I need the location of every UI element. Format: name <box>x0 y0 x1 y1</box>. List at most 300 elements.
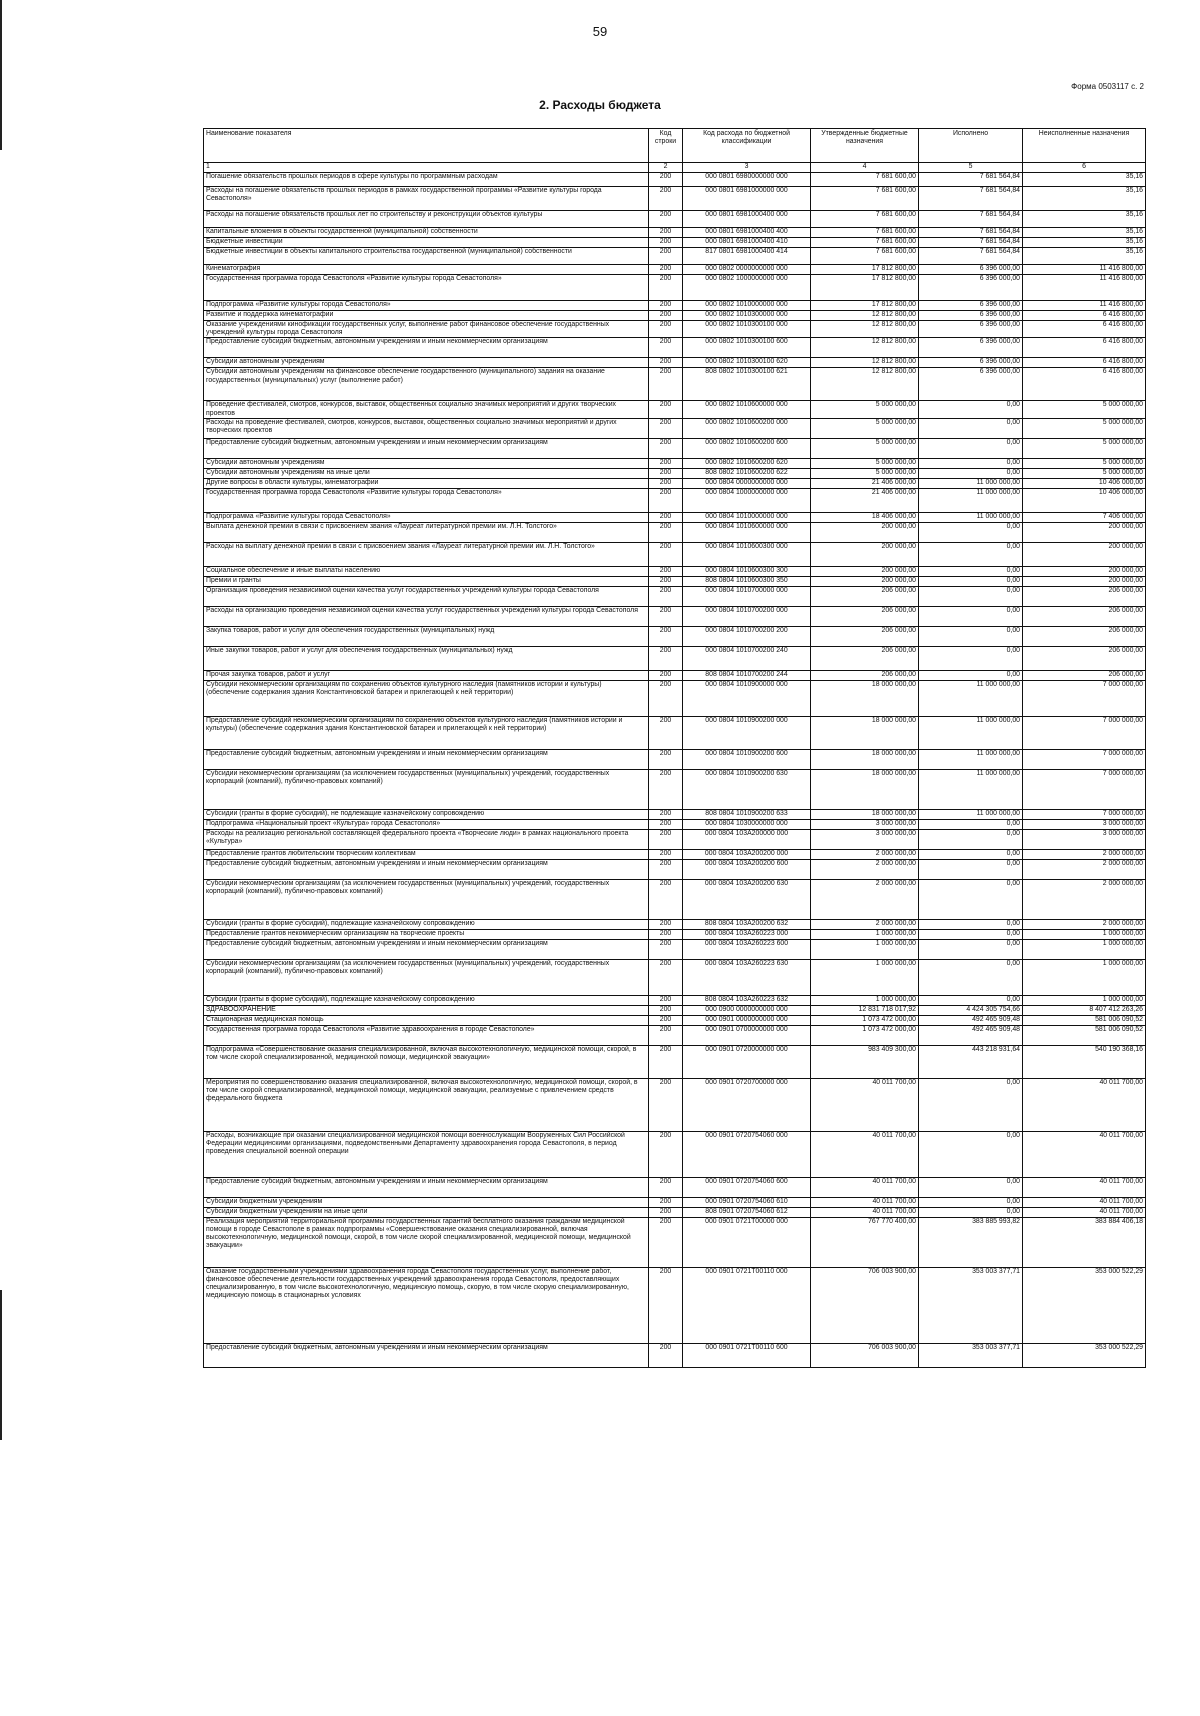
table-row <box>204 1207 1146 1217</box>
page-number: 59 <box>592 24 608 39</box>
table-row <box>204 829 1146 849</box>
row-line-code-cell: 200 <box>649 1131 683 1177</box>
row-executed-cell: 6 396 000,00 <box>919 265 1023 275</box>
row-remaining-cell: 5 000 000,00 <box>1023 418 1146 438</box>
row-remaining-cell: 200 000,00 <box>1023 566 1146 576</box>
row-approved-cell: 17 812 800,00 <box>811 265 919 275</box>
row-name-cell: Оказание государственными учреждениями здравоохранения города Севастополя государственных услуг, выполнение работ, финансовое обеспечение деятельности государственных учреждений здравоохранения города Севастополя, предоставляющих специализированную, в том числе высокотехнологичную, медицинскую помощь, скорую, в том числе скорую специализированную, медицинскую помощь в стационарных условиях <box>204 1267 649 1343</box>
row-remaining-cell: 7 000 000,00 <box>1023 680 1146 716</box>
table-row <box>204 769 1146 809</box>
row-name-cell: Расходы на реализацию региональной составляющей федерального проекта «Творческие люди» в рамках национального проекта «Культура» <box>204 829 649 849</box>
row-name-cell: Другие вопросы в области культуры, кинематографии <box>204 478 649 488</box>
row-name-cell: Предоставление субсидий бюджетным, автономным учреждениям и иным некоммерческим организациям <box>204 438 649 458</box>
row-executed-cell: 0,00 <box>919 401 1023 418</box>
table-row <box>204 929 1146 939</box>
row-line-code-cell: 200 <box>649 1015 683 1025</box>
row-classification-code-cell: 000 0804 103A200200 600 <box>683 859 811 879</box>
row-remaining-cell: 5 000 000,00 <box>1023 458 1146 468</box>
row-approved-cell: 200 000,00 <box>811 566 919 576</box>
row-line-code-cell: 200 <box>649 187 683 211</box>
row-remaining-cell: 35,16 <box>1023 211 1146 228</box>
row-remaining-cell: 10 406 000,00 <box>1023 488 1146 512</box>
row-name-cell: Развитие и поддержка кинематографии <box>204 311 649 321</box>
row-executed-cell: 7 681 564,84 <box>919 228 1023 238</box>
row-name-cell: Субсидии бюджетным учреждениям <box>204 1197 649 1207</box>
row-remaining-cell: 10 406 000,00 <box>1023 478 1146 488</box>
header-name: Наименование показателя <box>204 129 649 163</box>
row-line-code-cell: 200 <box>649 929 683 939</box>
row-remaining-cell: 2 000 000,00 <box>1023 859 1146 879</box>
row-approved-cell: 17 812 800,00 <box>811 301 919 311</box>
row-name-cell: Капитальные вложения в объекты государственной (муниципальной) собственности <box>204 228 649 238</box>
table-row <box>204 478 1146 488</box>
row-remaining-cell: 1 000 000,00 <box>1023 929 1146 939</box>
row-name-cell: Бюджетные инвестиции <box>204 238 649 248</box>
row-name-cell: Субсидии автономным учреждениям на финансовое обеспечение государственного (муниципального) задания на оказание государственных (муниципальных) услуг (выполнение работ) <box>204 368 649 401</box>
table-row <box>204 211 1146 228</box>
row-executed-cell: 492 465 909,48 <box>919 1015 1023 1025</box>
row-executed-cell: 0,00 <box>919 1177 1023 1197</box>
row-approved-cell: 206 000,00 <box>811 586 919 606</box>
row-remaining-cell: 206 000,00 <box>1023 670 1146 680</box>
table-row <box>204 819 1146 829</box>
row-approved-cell: 3 000 000,00 <box>811 829 919 849</box>
row-line-code-cell: 200 <box>649 173 683 187</box>
row-name-cell: Подпрограмма «Национальный проект «Культура» города Севастополя» <box>204 819 649 829</box>
row-classification-code-cell: 000 0802 0000000000 000 <box>683 265 811 275</box>
row-remaining-cell: 11 416 800,00 <box>1023 265 1146 275</box>
row-approved-cell: 1 073 472 000,00 <box>811 1015 919 1025</box>
row-executed-cell: 0,00 <box>919 1078 1023 1131</box>
row-approved-cell: 12 812 800,00 <box>811 338 919 358</box>
row-line-code-cell: 200 <box>649 749 683 769</box>
table-row <box>204 542 1146 566</box>
row-classification-code-cell: 000 0801 6981000400 400 <box>683 228 811 238</box>
table-row <box>204 566 1146 576</box>
row-remaining-cell: 3 000 000,00 <box>1023 819 1146 829</box>
row-remaining-cell: 581 006 090,52 <box>1023 1015 1146 1025</box>
row-approved-cell: 1 000 000,00 <box>811 939 919 959</box>
row-classification-code-cell: 000 0804 103A200200 000 <box>683 849 811 859</box>
row-classification-code-cell: 000 0804 1030000000 000 <box>683 819 811 829</box>
table-row <box>204 879 1146 919</box>
row-name-cell: Расходы, возникающие при оказании специализированной медицинской помощи военнослужащим Вооруженных Сил Российской Федерации медицинскими организациями, подведомственными Департаменту здравоохранения города Севастополя, в период проведения специальной военной операции <box>204 1131 649 1177</box>
row-name-cell: Предоставление грантов некоммерческим организациям на творческие проекты <box>204 929 649 939</box>
row-remaining-cell: 6 416 800,00 <box>1023 338 1146 358</box>
row-remaining-cell: 353 000 522,29 <box>1023 1343 1146 1367</box>
row-approved-cell: 983 409 300,00 <box>811 1045 919 1078</box>
table-row <box>204 368 1146 401</box>
table-row <box>204 1131 1146 1177</box>
row-classification-code-cell: 000 0802 1010600200 620 <box>683 458 811 468</box>
row-approved-cell: 7 681 600,00 <box>811 228 919 238</box>
row-executed-cell: 0,00 <box>919 586 1023 606</box>
row-name-cell: Премии и гранты <box>204 576 649 586</box>
scan-edge-mark <box>0 0 2 150</box>
row-remaining-cell: 6 416 800,00 <box>1023 321 1146 338</box>
table-row <box>204 238 1146 248</box>
row-line-code-cell: 200 <box>649 1078 683 1131</box>
row-executed-cell: 353 003 377,71 <box>919 1267 1023 1343</box>
scan-edge-mark <box>0 1290 2 1440</box>
row-remaining-cell: 40 011 700,00 <box>1023 1197 1146 1207</box>
row-line-code-cell: 200 <box>649 576 683 586</box>
row-name-cell: Предоставление субсидий бюджетным, автономным учреждениям и иным некоммерческим организациям <box>204 859 649 879</box>
row-line-code-cell: 200 <box>649 819 683 829</box>
row-classification-code-cell: 808 0804 1010700200 244 <box>683 670 811 680</box>
row-name-cell: Организация проведения независимой оценки качества услуг государственных учреждений культуры города Севастополя <box>204 586 649 606</box>
row-name-cell: Кинематография <box>204 265 649 275</box>
row-line-code-cell: 200 <box>649 919 683 929</box>
row-line-code-cell: 200 <box>649 478 683 488</box>
row-line-code-cell: 200 <box>649 338 683 358</box>
row-name-cell: Предоставление субсидий бюджетным, автономным учреждениям и иным некоммерческим организациям <box>204 338 649 358</box>
row-executed-cell: 0,00 <box>919 829 1023 849</box>
row-executed-cell: 11 000 000,00 <box>919 749 1023 769</box>
row-remaining-cell: 383 884 406,18 <box>1023 1217 1146 1267</box>
row-approved-cell: 5 000 000,00 <box>811 468 919 478</box>
row-classification-code-cell: 000 0901 0720754060 000 <box>683 1131 811 1177</box>
row-classification-code-cell: 000 0802 1010000000 000 <box>683 301 811 311</box>
row-name-cell: Предоставление субсидий бюджетным, автономным учреждениям и иным некоммерческим организациям <box>204 1343 649 1367</box>
row-name-cell: Субсидии бюджетным учреждениям на иные цели <box>204 1207 649 1217</box>
row-executed-cell: 0,00 <box>919 959 1023 995</box>
row-name-cell: Субсидии некоммерческим организациям (за исключением государственных (муниципальных) учреждений, государственных корпораций (компаний), публично-правовых компаний) <box>204 959 649 995</box>
table-row <box>204 849 1146 859</box>
row-classification-code-cell: 000 0804 0000000000 000 <box>683 478 811 488</box>
row-approved-cell: 40 011 700,00 <box>811 1197 919 1207</box>
row-executed-cell: 0,00 <box>919 1207 1023 1217</box>
row-approved-cell: 206 000,00 <box>811 646 919 670</box>
row-remaining-cell: 6 416 800,00 <box>1023 311 1146 321</box>
table-row <box>204 1045 1146 1078</box>
row-approved-cell: 18 000 000,00 <box>811 769 919 809</box>
row-classification-code-cell: 808 0802 1010600200 622 <box>683 468 811 478</box>
header-remaining: Неисполненные назначения <box>1023 129 1146 163</box>
row-remaining-cell: 206 000,00 <box>1023 646 1146 670</box>
row-approved-cell: 200 000,00 <box>811 522 919 542</box>
row-remaining-cell: 206 000,00 <box>1023 606 1146 626</box>
row-name-cell: Реализация мероприятий территориальной программы государственных гарантий бесплатного оказания гражданам медицинской помощи в городе Севастополе в рамках подпрограммы «Совершенствование оказания специализированной, включая высокотехнологичную, медицинской помощи, скорой, в том числе скорой специализированной, медицинской помощи, медицинской эвакуации» <box>204 1217 649 1267</box>
row-approved-cell: 2 000 000,00 <box>811 849 919 859</box>
row-executed-cell: 11 000 000,00 <box>919 512 1023 522</box>
table-body <box>204 173 1146 1368</box>
row-approved-cell: 2 000 000,00 <box>811 879 919 919</box>
row-line-code-cell: 200 <box>649 829 683 849</box>
table-row <box>204 959 1146 995</box>
row-executed-cell: 383 885 993,82 <box>919 1217 1023 1267</box>
row-remaining-cell: 1 000 000,00 <box>1023 939 1146 959</box>
row-classification-code-cell: 000 0804 1010600000 000 <box>683 522 811 542</box>
row-executed-cell: 7 681 564,84 <box>919 238 1023 248</box>
row-approved-cell: 200 000,00 <box>811 542 919 566</box>
table-row <box>204 488 1146 512</box>
row-classification-code-cell: 000 0804 1010900200 000 <box>683 716 811 749</box>
row-name-cell: Субсидии некоммерческим организациям (за исключением государственных (муниципальных) учреждений, государственных корпораций (компаний), публично-правовых компаний) <box>204 769 649 809</box>
row-line-code-cell: 200 <box>649 368 683 401</box>
row-executed-cell: 0,00 <box>919 626 1023 646</box>
row-classification-code-cell: 808 0804 103A260223 632 <box>683 995 811 1005</box>
row-approved-cell: 1 073 472 000,00 <box>811 1025 919 1045</box>
row-remaining-cell: 8 407 412 263,26 <box>1023 1005 1146 1015</box>
table-row <box>204 265 1146 275</box>
row-approved-cell: 767 770 400,00 <box>811 1217 919 1267</box>
row-classification-code-cell: 808 0804 1010600300 350 <box>683 576 811 586</box>
row-name-cell: Расходы на погашение обязательств прошлых лет по строительству и реконструкции объектов культуры <box>204 211 649 228</box>
row-name-cell: Расходы на выплату денежной премии в связи с присвоением звания «Лауреат литературной премии им. Л.Н. Толстого» <box>204 542 649 566</box>
row-executed-cell: 6 396 000,00 <box>919 338 1023 358</box>
table-row <box>204 606 1146 626</box>
section-title: 2. Расходы бюджета <box>539 98 661 112</box>
row-approved-cell: 40 011 700,00 <box>811 1131 919 1177</box>
row-line-code-cell: 200 <box>649 716 683 749</box>
row-line-code-cell: 200 <box>649 1005 683 1015</box>
row-remaining-cell: 200 000,00 <box>1023 576 1146 586</box>
row-remaining-cell: 40 011 700,00 <box>1023 1177 1146 1197</box>
row-classification-code-cell: 808 0804 1010900200 633 <box>683 809 811 819</box>
row-classification-code-cell: 000 0901 0720000000 000 <box>683 1045 811 1078</box>
row-executed-cell: 6 396 000,00 <box>919 301 1023 311</box>
table-row <box>204 187 1146 211</box>
row-executed-cell: 0,00 <box>919 438 1023 458</box>
row-approved-cell: 706 003 900,00 <box>811 1267 919 1343</box>
row-remaining-cell: 7 000 000,00 <box>1023 809 1146 819</box>
row-remaining-cell: 11 416 800,00 <box>1023 275 1146 301</box>
row-line-code-cell: 200 <box>649 1207 683 1217</box>
row-classification-code-cell: 808 0901 0720754060 612 <box>683 1207 811 1217</box>
row-executed-cell: 6 396 000,00 <box>919 368 1023 401</box>
row-line-code-cell: 200 <box>649 959 683 995</box>
table-row <box>204 1217 1146 1267</box>
row-executed-cell: 0,00 <box>919 606 1023 626</box>
row-line-code-cell: 200 <box>649 311 683 321</box>
row-line-code-cell: 200 <box>649 488 683 512</box>
row-line-code-cell: 200 <box>649 879 683 919</box>
row-name-cell: Предоставление субсидий бюджетным, автономным учреждениям и иным некоммерческим организациям <box>204 749 649 769</box>
table-row <box>204 670 1146 680</box>
row-executed-cell: 6 396 000,00 <box>919 275 1023 301</box>
row-approved-cell: 17 812 800,00 <box>811 275 919 301</box>
row-approved-cell: 18 000 000,00 <box>811 809 919 819</box>
row-line-code-cell: 200 <box>649 606 683 626</box>
row-remaining-cell: 1 000 000,00 <box>1023 959 1146 995</box>
row-executed-cell: 11 000 000,00 <box>919 769 1023 809</box>
row-remaining-cell: 5 000 000,00 <box>1023 468 1146 478</box>
row-remaining-cell: 581 006 090,52 <box>1023 1025 1146 1045</box>
table-row <box>204 338 1146 358</box>
index-cell: 3 <box>683 163 811 173</box>
row-line-code-cell: 200 <box>649 1025 683 1045</box>
row-remaining-cell: 200 000,00 <box>1023 522 1146 542</box>
table-row <box>204 301 1146 311</box>
row-name-cell: Предоставление субсидий бюджетным, автономным учреждениям и иным некоммерческим организациям <box>204 1177 649 1197</box>
row-classification-code-cell: 000 0804 1010900000 000 <box>683 680 811 716</box>
row-name-cell: Бюджетные инвестиции в объекты капитального строительства государственной (муниципальной) собственности <box>204 248 649 265</box>
header-approved: Утвержденные бюджетные назначения <box>811 129 919 163</box>
expenses-table <box>203 128 1146 1368</box>
row-classification-code-cell: 000 0802 1010300000 000 <box>683 311 811 321</box>
row-executed-cell: 0,00 <box>919 939 1023 959</box>
table-row <box>204 646 1146 670</box>
row-executed-cell: 0,00 <box>919 418 1023 438</box>
row-approved-cell: 2 000 000,00 <box>811 859 919 879</box>
row-executed-cell: 0,00 <box>919 919 1023 929</box>
row-remaining-cell: 40 011 700,00 <box>1023 1131 1146 1177</box>
row-name-cell: Выплата денежной премии в связи с присвоением звания «Лауреат литературной премии им. Л.Н. Толстого» <box>204 522 649 542</box>
row-name-cell: Субсидии некоммерческим организациям по сохранению объектов культурного наследия (памятников истории и культуры) (обеспечение содержания здания Константиновской батареи и прилегающей к ней территории) <box>204 680 649 716</box>
row-remaining-cell: 11 416 800,00 <box>1023 301 1146 311</box>
row-line-code-cell: 200 <box>649 275 683 301</box>
row-approved-cell: 3 000 000,00 <box>811 819 919 829</box>
row-executed-cell: 0,00 <box>919 1131 1023 1177</box>
row-classification-code-cell: 000 0802 1010300100 600 <box>683 338 811 358</box>
row-remaining-cell: 7 000 000,00 <box>1023 749 1146 769</box>
row-approved-cell: 18 000 000,00 <box>811 680 919 716</box>
index-cell: 2 <box>649 163 683 173</box>
row-executed-cell: 11 000 000,00 <box>919 716 1023 749</box>
row-approved-cell: 1 000 000,00 <box>811 959 919 995</box>
row-classification-code-cell: 000 0804 1010700200 240 <box>683 646 811 670</box>
row-executed-cell: 0,00 <box>919 542 1023 566</box>
table-row <box>204 680 1146 716</box>
table-row <box>204 438 1146 458</box>
row-classification-code-cell: 000 0801 6981000000 000 <box>683 187 811 211</box>
row-line-code-cell: 200 <box>649 670 683 680</box>
row-name-cell: Расходы на проведение фестивалей, смотров, конкурсов, выставок, общественных социально значимых мероприятий и других творческих проектов <box>204 418 649 438</box>
row-classification-code-cell: 000 0901 0720754060 600 <box>683 1177 811 1197</box>
row-executed-cell: 7 681 564,84 <box>919 211 1023 228</box>
row-executed-cell: 0,00 <box>919 468 1023 478</box>
row-name-cell: Государственная программа города Севастополя «Развитие культуры города Севастополя» <box>204 275 649 301</box>
row-executed-cell: 0,00 <box>919 1197 1023 1207</box>
row-executed-cell: 0,00 <box>919 995 1023 1005</box>
table-index-row <box>204 163 1146 173</box>
row-classification-code-cell: 000 0802 1010600200 000 <box>683 418 811 438</box>
row-approved-cell: 706 003 900,00 <box>811 1343 919 1367</box>
table-row <box>204 1025 1146 1045</box>
row-approved-cell: 7 681 600,00 <box>811 173 919 187</box>
index-cell: 6 <box>1023 163 1146 173</box>
table-row <box>204 321 1146 338</box>
table-row <box>204 1005 1146 1015</box>
row-remaining-cell: 35,16 <box>1023 248 1146 265</box>
row-name-cell: Государственная программа города Севастополя «Развитие культуры города Севастополя» <box>204 488 649 512</box>
row-classification-code-cell: 000 0901 0720754060 610 <box>683 1197 811 1207</box>
header-line-code: Код строки <box>649 129 683 163</box>
row-classification-code-cell: 000 0804 1010900200 600 <box>683 749 811 769</box>
row-approved-cell: 206 000,00 <box>811 670 919 680</box>
row-name-cell: Субсидии автономным учреждениям на иные цели <box>204 468 649 478</box>
row-classification-code-cell: 000 0801 6981000400 000 <box>683 211 811 228</box>
row-approved-cell: 1 000 000,00 <box>811 995 919 1005</box>
row-classification-code-cell: 000 0804 103A200200 630 <box>683 879 811 919</box>
table-row <box>204 1177 1146 1197</box>
row-name-cell: Проведение фестивалей, смотров, конкурсов, выставок, общественных социально значимых мероприятий и других творческих проектов <box>204 401 649 418</box>
table-row <box>204 512 1146 522</box>
row-approved-cell: 5 000 000,00 <box>811 401 919 418</box>
row-approved-cell: 21 406 000,00 <box>811 478 919 488</box>
index-cell: 1 <box>204 163 649 173</box>
row-approved-cell: 40 011 700,00 <box>811 1177 919 1197</box>
row-approved-cell: 7 681 600,00 <box>811 211 919 228</box>
form-code: Форма 0503117 с. 2 <box>1071 82 1144 91</box>
row-approved-cell: 206 000,00 <box>811 626 919 646</box>
table-row <box>204 173 1146 187</box>
row-line-code-cell: 200 <box>649 859 683 879</box>
row-remaining-cell: 200 000,00 <box>1023 542 1146 566</box>
row-approved-cell: 40 011 700,00 <box>811 1078 919 1131</box>
row-executed-cell: 4 424 305 754,66 <box>919 1005 1023 1015</box>
row-remaining-cell: 35,16 <box>1023 238 1146 248</box>
row-name-cell: Субсидии некоммерческим организациям (за исключением государственных (муниципальных) учреждений, государственных корпораций (компаний), публично-правовых компаний) <box>204 879 649 919</box>
row-classification-code-cell: 000 0804 103A200000 000 <box>683 829 811 849</box>
table-row <box>204 248 1146 265</box>
table-header-row <box>204 129 1146 163</box>
table-row <box>204 275 1146 301</box>
row-remaining-cell: 40 011 700,00 <box>1023 1207 1146 1217</box>
table-row <box>204 809 1146 819</box>
row-name-cell: Оказание учреждениями кинофикации государственных услуг, выполнение работ финансовое обеспечение государственных учреждений культуры города Севастополя <box>204 321 649 338</box>
row-classification-code-cell: 808 0802 1010300100 621 <box>683 368 811 401</box>
row-executed-cell: 0,00 <box>919 576 1023 586</box>
row-remaining-cell: 7 000 000,00 <box>1023 769 1146 809</box>
row-remaining-cell: 7 000 000,00 <box>1023 716 1146 749</box>
row-remaining-cell: 35,16 <box>1023 228 1146 238</box>
row-line-code-cell: 200 <box>649 995 683 1005</box>
row-executed-cell: 7 681 564,84 <box>919 173 1023 187</box>
row-executed-cell: 6 396 000,00 <box>919 311 1023 321</box>
row-classification-code-cell: 000 0804 1010700200 200 <box>683 626 811 646</box>
row-classification-code-cell: 000 0801 6981000400 410 <box>683 238 811 248</box>
row-approved-cell: 12 812 800,00 <box>811 368 919 401</box>
row-line-code-cell: 200 <box>649 566 683 576</box>
row-approved-cell: 206 000,00 <box>811 606 919 626</box>
row-line-code-cell: 200 <box>649 512 683 522</box>
row-line-code-cell: 200 <box>649 321 683 338</box>
row-executed-cell: 6 396 000,00 <box>919 321 1023 338</box>
row-line-code-cell: 200 <box>649 468 683 478</box>
row-approved-cell: 2 000 000,00 <box>811 919 919 929</box>
row-classification-code-cell: 808 0804 103A200200 632 <box>683 919 811 929</box>
row-remaining-cell: 2 000 000,00 <box>1023 879 1146 919</box>
table-row <box>204 1078 1146 1131</box>
header-classification-code: Код расхода по бюджетной классификации <box>683 129 811 163</box>
row-classification-code-cell: 000 0804 1010000000 000 <box>683 512 811 522</box>
table-row <box>204 228 1146 238</box>
index-cell: 4 <box>811 163 919 173</box>
row-name-cell: Подпрограмма «Развитие культуры города Севастополя» <box>204 301 649 311</box>
row-remaining-cell: 5 000 000,00 <box>1023 401 1146 418</box>
row-line-code-cell: 200 <box>649 418 683 438</box>
row-line-code-cell: 200 <box>649 458 683 468</box>
row-classification-code-cell: 000 0900 0000000000 000 <box>683 1005 811 1015</box>
row-name-cell: Стационарная медицинская помощь <box>204 1015 649 1025</box>
row-classification-code-cell: 000 0802 1010600000 000 <box>683 401 811 418</box>
row-classification-code-cell: 000 0901 0721T00000 000 <box>683 1217 811 1267</box>
row-executed-cell: 7 681 564,84 <box>919 248 1023 265</box>
row-remaining-cell: 5 000 000,00 <box>1023 438 1146 458</box>
row-line-code-cell: 200 <box>649 358 683 368</box>
row-remaining-cell: 6 416 800,00 <box>1023 368 1146 401</box>
row-line-code-cell: 200 <box>649 238 683 248</box>
row-name-cell: Расходы на погашение обязательств прошлых периодов в рамках государственной программы «Развитие культуры города Севастополя» <box>204 187 649 211</box>
table-row <box>204 522 1146 542</box>
row-line-code-cell: 200 <box>649 939 683 959</box>
row-line-code-cell: 200 <box>649 1197 683 1207</box>
row-name-cell: Погашение обязательств прошлых периодов в сфере культуры по программным расходам <box>204 173 649 187</box>
row-name-cell: Государственная программа города Севастополя «Развитие здравоохранения в городе Севастополе» <box>204 1025 649 1045</box>
row-name-cell: Прочая закупка товаров, работ и услуг <box>204 670 649 680</box>
